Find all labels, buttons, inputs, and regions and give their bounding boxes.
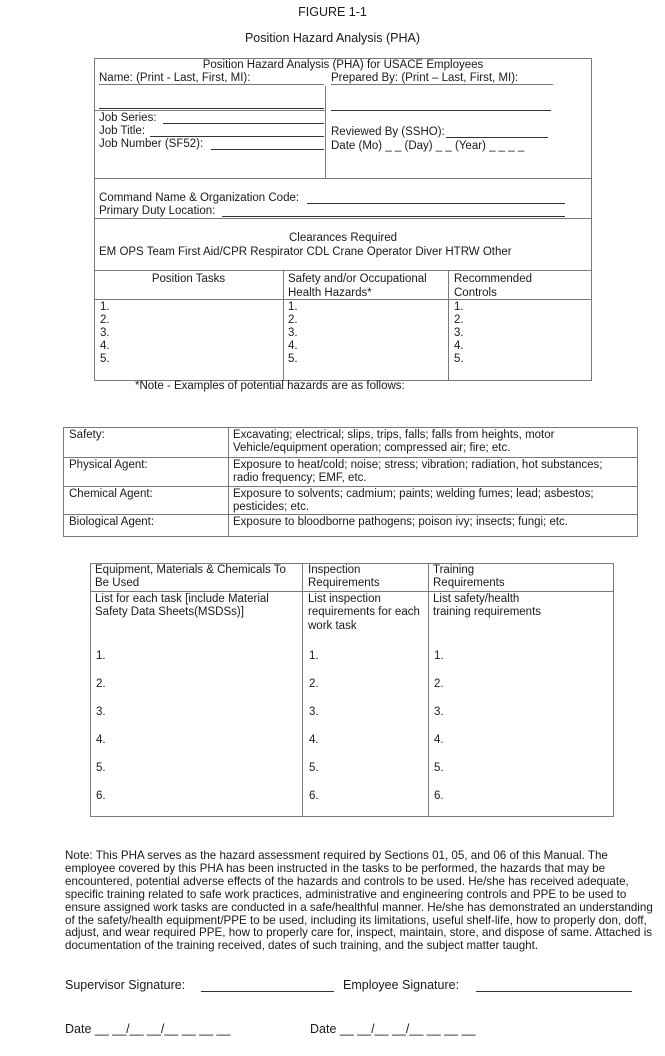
inspection-header: Inspection Requirements [308,564,380,590]
list-item: 3. [288,327,298,339]
job-number-field[interactable] [211,149,324,150]
prepared-by-label: Prepared By: (Print – Last, First, MI): [331,72,519,84]
hazard-category: Biological Agent: [69,516,155,528]
tasks-list [100,301,110,366]
hazards-footnote: *Note - Examples of potential hazards are as follows: [135,380,405,392]
list-item: 1. [96,650,106,662]
command-field[interactable] [307,203,565,204]
prepared-by-field[interactable] [331,110,551,111]
primary-duty-field[interactable] [222,216,565,217]
list-item: 4. [288,340,298,352]
list-item: 6. [434,790,444,802]
supervisor-signature-field[interactable] [201,991,334,992]
controls-list [454,301,464,366]
hazard-examples: Excavating; electrical; slips, trips, falls; falls from heights, motor Vehicle/equipment operation; compressed air; fire; etc. [233,429,555,455]
hazard-category: Physical Agent: [69,459,148,471]
controls-header-line1: Recommended [454,273,532,285]
name-label: Name: (Print - Last, First, MI): [99,72,251,84]
hazard-examples: Exposure to solvents; cadmium; paints; welding fumes; lead; asbestos; pesticides; etc. [233,488,594,514]
equipment-header: Equipment, Materials & Chemicals To Be Used [95,564,286,590]
hazard-category: Safety: [69,429,105,441]
employee-signature-label: Employee Signature: [343,978,460,992]
job-title-field[interactable] [150,136,324,137]
equipment-list [96,650,106,818]
list-item: 3. [100,327,110,339]
list-item: 1. [454,301,464,313]
list-item: 5. [288,353,298,365]
reviewed-by-field[interactable] [446,137,548,138]
list-item: 4. [96,734,106,746]
inspection-subheader: List inspection requirements for each work task [308,593,420,632]
list-item: 5. [434,762,444,774]
form-heading: Position Hazard Analysis (PHA) for USACE Employees [202,59,484,71]
employee-date[interactable]: Date __ __/__ __/__ __ __ __ [310,1022,476,1036]
list-item: 3. [454,327,464,339]
clearances-list: EM OPS Team First Aid/CPR Respirator CDL Crane Operator Diver HTRW Other [99,246,512,258]
list-item: 4. [454,340,464,352]
clearances-title: Clearances Required [288,232,398,244]
hazard-category: Chemical Agent: [69,488,153,500]
hazards-list [288,301,298,366]
list-item: 5. [100,353,110,365]
figure-label: FIGURE 1-1 [298,5,367,19]
job-series-field[interactable] [163,123,324,124]
hazards-header-line1: Safety and/or Occupational [288,273,427,285]
tasks-header: Position Tasks [151,273,226,285]
hazard-examples: Exposure to bloodborne pathogens; poison ivy; insects; fungi; etc. [233,516,568,528]
list-item: 1. [309,650,319,662]
pha-form [94,58,592,381]
training-subheader: List safety/health training requirements [433,593,542,619]
list-item: 4. [309,734,319,746]
list-item: 1. [288,301,298,313]
list-item: 5. [96,762,106,774]
list-item: 3. [96,706,106,718]
list-item: 6. [96,790,106,802]
list-item: 5. [309,762,319,774]
list-item: 4. [434,734,444,746]
review-date-label: Date (Mo) _ _ (Day) _ _ (Year) _ _ _ _ [331,140,525,152]
list-item: 5. [454,353,464,365]
list-item: 1. [434,650,444,662]
list-item: 2. [454,314,464,326]
controls-header-line2: Controls [454,287,497,299]
list-item: 6. [309,790,319,802]
hazards-header-line2: Health Hazards* [288,287,372,299]
job-number-label: Job Number (SF52): [99,138,204,150]
list-item: 3. [309,706,319,718]
employee-signature-field[interactable] [476,991,632,992]
list-item: 2. [309,678,319,690]
supervisor-signature-label: Supervisor Signature: [65,978,186,992]
primary-duty-label: Primary Duty Location: [99,205,216,217]
list-item: 1. [100,301,110,313]
list-item: 2. [434,678,444,690]
page-title: Position Hazard Analysis (PHA) [244,31,421,45]
list-item: 2. [96,678,106,690]
list-item: 2. [288,314,298,326]
list-item: 3. [434,706,444,718]
hazard-examples: Exposure to heat/cold; noise; stress; vibration; radiation, hot substances; radio frequency; EMF, etc. [233,459,603,485]
reviewed-by-label: Reviewed By (SSHO): [331,126,445,138]
equipment-subheader: List for each task [include Material Safety Data Sheets(MSDSs)] [95,593,269,619]
list-item: 2. [100,314,110,326]
assessment-note: Note: This PHA serves as the hazard assessment required by Sections 01, 05, and 06 of this Manual. The employee covered by this PHA has been instructed in the tasks to be performed, the hazards that may be encountered, potential adverse effects of the hazards and controls to be used. He/she has received adequate, specific training related to safe work practices, administrative and engineering controls and PPE to be used to ensure assigned work tasks are conducted in a safe/healthful manner. He/she has demonstrated an understanding of the safety/health equipment/PPE to be used, including its limitations, useful shelf-life, how to properly don, doff, adjust, and wear required PPE, how to properly care for, inspect, maintain, store, and dispose of same. Attached is documentation of the training received, dates of such training, and the subject matter taught. [65,849,653,953]
list-item: 4. [100,340,110,352]
training-list [434,650,444,818]
job-title-label: Job Title: [99,125,146,137]
training-header: Training Requirements [433,564,505,590]
inspection-list [309,650,319,818]
supervisor-date[interactable]: Date __ __/__ __/__ __ __ __ [65,1022,231,1036]
name-field[interactable] [99,108,324,109]
command-label: Command Name & Organization Code: [99,192,300,204]
job-series-label: Job Series: [99,112,157,124]
